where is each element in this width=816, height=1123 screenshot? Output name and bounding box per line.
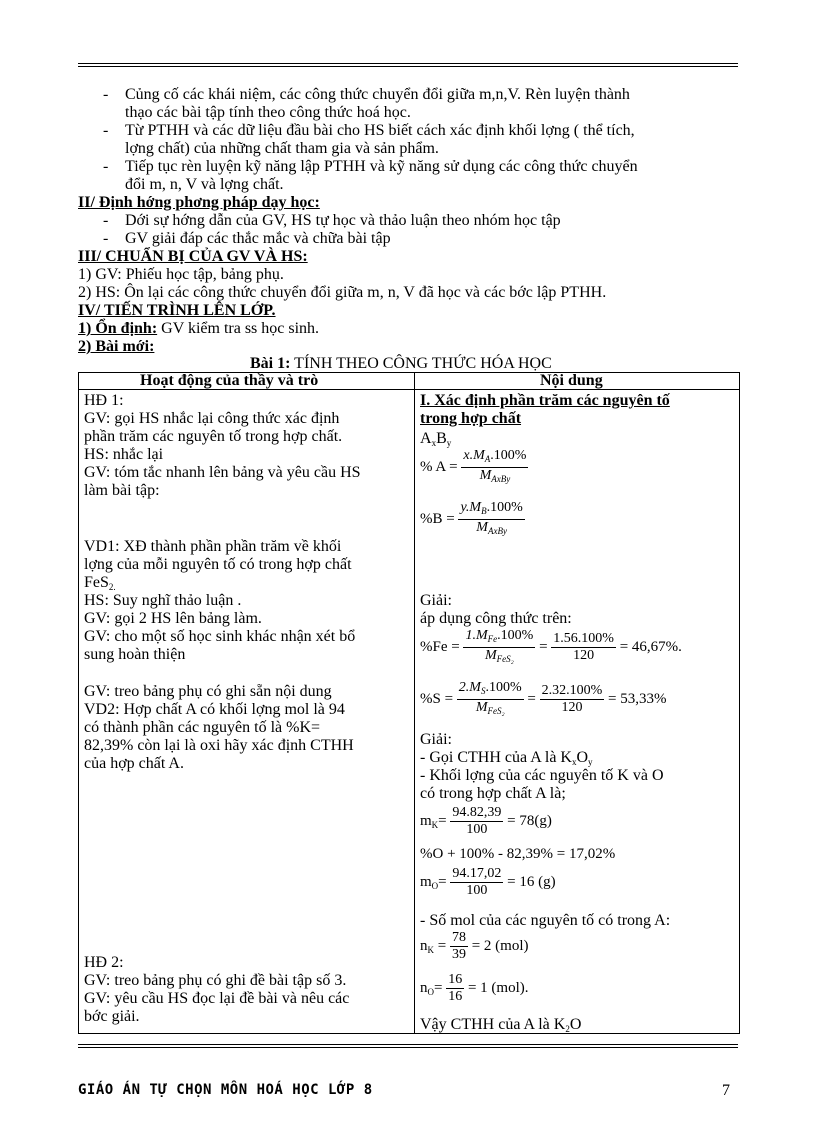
lesson-label: Bài 1: — [250, 355, 291, 372]
content-line: - Số mol của các nguyên tố có trong A: — [420, 912, 671, 929]
example-2-line: có thành phần các nguyên tố là %K= — [84, 719, 321, 736]
percent-o-line: %O + 100% - 82,39% = 17,02% — [420, 846, 616, 862]
fes2-subscript: 2. — [108, 582, 116, 592]
content-line: - Gọi CTHH của A là $K_xO_y$ — [420, 749, 593, 767]
left-line: GV: tóm tắc nhanh lên bảng và yêu cầu HS — [84, 464, 361, 481]
fraction: $\frac{1.M_{Fe}.100\%}{M_{FeS_2}}$ — [465, 628, 534, 664]
objective-line: đổi m, n, V và lợng chất. — [125, 176, 284, 193]
lesson-name: TÍNH THEO CÔNG THỨC HÓA HỌC — [290, 355, 552, 372]
mk-formula: $m_K=$ $\frac{94.82,39}{100}$ = 78(g) — [420, 805, 552, 837]
fraction: $\frac{16}{16}$ — [448, 972, 463, 1004]
s-percent-formula: %S = $\frac{2.M_S.100\%}{M_{FeS_2}}$ = $\frac{2.32.100\%}{120}$ = 53,33% — [420, 680, 667, 719]
activity-1-label: HĐ 1: — [84, 392, 124, 409]
left-line: sung hoàn thiện — [84, 646, 186, 663]
formula-label: % A = — [420, 458, 458, 475]
left-line: GV: yêu cầu HS đọc lại đề bài và nêu các — [84, 990, 350, 1007]
example-1-line: lợng của mỗi nguyên tố có trong hợp chất — [84, 556, 352, 573]
bullet-dash: - — [103, 122, 109, 139]
fe-result: = 46,67%. — [619, 638, 682, 655]
objective-line: lợng chất) của những chất tham gia và sản phẩm. — [125, 140, 439, 157]
formula-label: %Fe = — [420, 638, 460, 655]
left-line: làm bài tập: — [84, 482, 160, 499]
activity-2-label: HĐ 2: — [84, 954, 124, 971]
left-line: bớc giải. — [84, 1008, 140, 1025]
left-line: GV: gọi 2 HS lên bảng làm. — [84, 610, 262, 627]
left-line: GV: treo bảng phụ có ghi sẵn nội dung — [84, 683, 332, 700]
new-lesson-label: 2) Bài mới: — [78, 338, 155, 355]
example-1-line: VD1: XĐ thành phần phần trăm về khối — [84, 538, 342, 555]
example-2-line: VD2: Hợp chất A có khối lợng mol là 94 — [84, 701, 345, 718]
bullet-dash: - — [103, 230, 109, 247]
section-3-line: 2) HS: Ôn lại các công thức chuyển đổi giữa m, n, V đã học và các bớc lập PTHH. — [78, 284, 607, 301]
example-2-line: 82,39% còn lại là oxi hãy xác định CTHH — [84, 737, 354, 754]
fraction: $\frac{1.56.100\%}{120}$ — [553, 631, 614, 663]
bullet-dash: - — [103, 158, 109, 175]
left-line: GV: cho một số học sinh khác nhận xét bổ — [84, 628, 356, 645]
left-line: HS: nhắc lại — [84, 446, 164, 463]
fraction: $\frac{78}{39}$ — [451, 930, 466, 962]
compound-formula: $A_xB_y$ — [420, 430, 452, 448]
bullet-dash: - — [103, 86, 109, 103]
left-line: HS: Suy nghĩ thảo luận . — [84, 592, 242, 609]
objective-line: thạo các bài tập tính theo công thức hoá học. — [125, 104, 411, 121]
fraction: $\frac{x.M_A.100\%}{M_{AxBy}}$ — [463, 448, 527, 484]
objective-line: Tiếp tục rèn luyện kỹ năng lập PTHH và kỹ năng sử dụng các công thức chuyển — [125, 158, 638, 175]
bottom-rule-1 — [78, 1044, 738, 1045]
solution-label: Giải: — [420, 731, 452, 748]
section-2-item: Dới sự hớng dẫn của GV, HS tự học và thảo luận theo nhóm học tập — [125, 212, 561, 229]
stabilize-text: GV kiểm tra ss học sinh. — [157, 320, 320, 337]
content-line: Vậy CTHH của A là $K_2O$ — [420, 1016, 582, 1034]
bullet-dash: - — [103, 212, 109, 229]
section-2-item: GV giải đáp các thắc mắc và chữa bài tập — [125, 230, 391, 247]
formula-label: %S = — [420, 690, 454, 707]
left-line: GV: gọi HS nhắc lại công thức xác định — [84, 410, 340, 427]
section-3-line: 1) GV: Phiếu học tập, bảng phụ. — [78, 266, 284, 283]
table-column-divider — [414, 372, 415, 1033]
percent-a-formula — [420, 448, 528, 487]
section-2-title: II/ Định hớng phơng pháp dạy học: — [78, 194, 320, 211]
lesson-title — [250, 355, 552, 373]
footer-title: GIÁO ÁN TỰ CHỌN MÔN HOÁ HỌC LỚP 8 — [78, 1082, 373, 1098]
objective-line: Từ PTHH và các dữ liệu đầu bài cho HS biết cách xác định khối lợng ( thể tích, — [125, 122, 635, 139]
no-formula: $n_O=$ $\frac{16}{16}$ = 1 (mol). — [420, 972, 529, 1004]
mo-formula: $m_O=$ $\frac{94.17,02}{100}$ = 16 (g) — [420, 866, 556, 898]
nk-formula: $n_K$ = $\frac{78}{39}$ = 2 (mol) — [420, 930, 529, 962]
fraction: $\frac{2.M_S.100\%}{M_{FeS_2}}$ — [458, 680, 522, 716]
stabilize-line — [78, 320, 319, 338]
content-heading: trong hợp chất — [420, 410, 522, 427]
section-4-title: IV/ TIẾN TRÌNH LÊN LỚP. — [78, 302, 276, 319]
fraction: $\frac{y.M_B.100\%}{M_{AxBy}}$ — [460, 500, 523, 536]
fraction: $\frac{94.17,02}{100}$ — [452, 866, 502, 898]
content-line: - Khối lợng của các nguyên tố K và O — [420, 767, 664, 784]
content-heading: I. Xác định phần trăm các nguyên tố — [420, 392, 670, 409]
fe-percent-formula: %Fe = $\frac{1.M_{Fe}.100\%}{M_{FeS_2}}$ = $\frac{1.56.100\%}{120}$ = 46,67%. — [420, 628, 682, 667]
content-line: có trong hợp chất A là; — [420, 785, 566, 802]
s-result: = 53,33% — [608, 690, 667, 707]
percent-b-formula — [420, 500, 525, 539]
header-teacher-activity: Hoạt động của thầy và trò — [140, 372, 319, 389]
fraction: $\frac{2.32.100\%}{120}$ — [541, 683, 603, 715]
left-line: GV: treo bảng phụ có ghi đề bài tập số 3. — [84, 972, 347, 989]
left-line: phần trăm các nguyên tố trong hợp chất. — [84, 428, 343, 445]
example-2-line: của hợp chất A. — [84, 755, 184, 772]
solution-label: Giải: — [420, 592, 452, 609]
stabilize-label: 1) Ổn định: — [78, 320, 158, 337]
page-number: 7 — [722, 1082, 730, 1099]
header-content: Nội dung — [540, 372, 603, 389]
section-3-title: III/ CHUẨN BỊ CỦA GV VÀ HS: — [78, 248, 308, 265]
top-rule-1 — [78, 63, 738, 64]
formula-label: %B = — [420, 510, 455, 527]
fes2-text: FeS — [84, 574, 109, 591]
content-line: áp dụng công thức trên: — [420, 610, 572, 627]
fraction: $\frac{94.82,39}{100}$ — [452, 805, 502, 837]
bottom-rule-2 — [78, 1047, 738, 1048]
objective-line: Củng cố các khái niệm, các công thức chuyển đổi giữa m,n,V. Rèn luyện thành — [125, 86, 630, 103]
top-rule-2 — [78, 66, 738, 67]
